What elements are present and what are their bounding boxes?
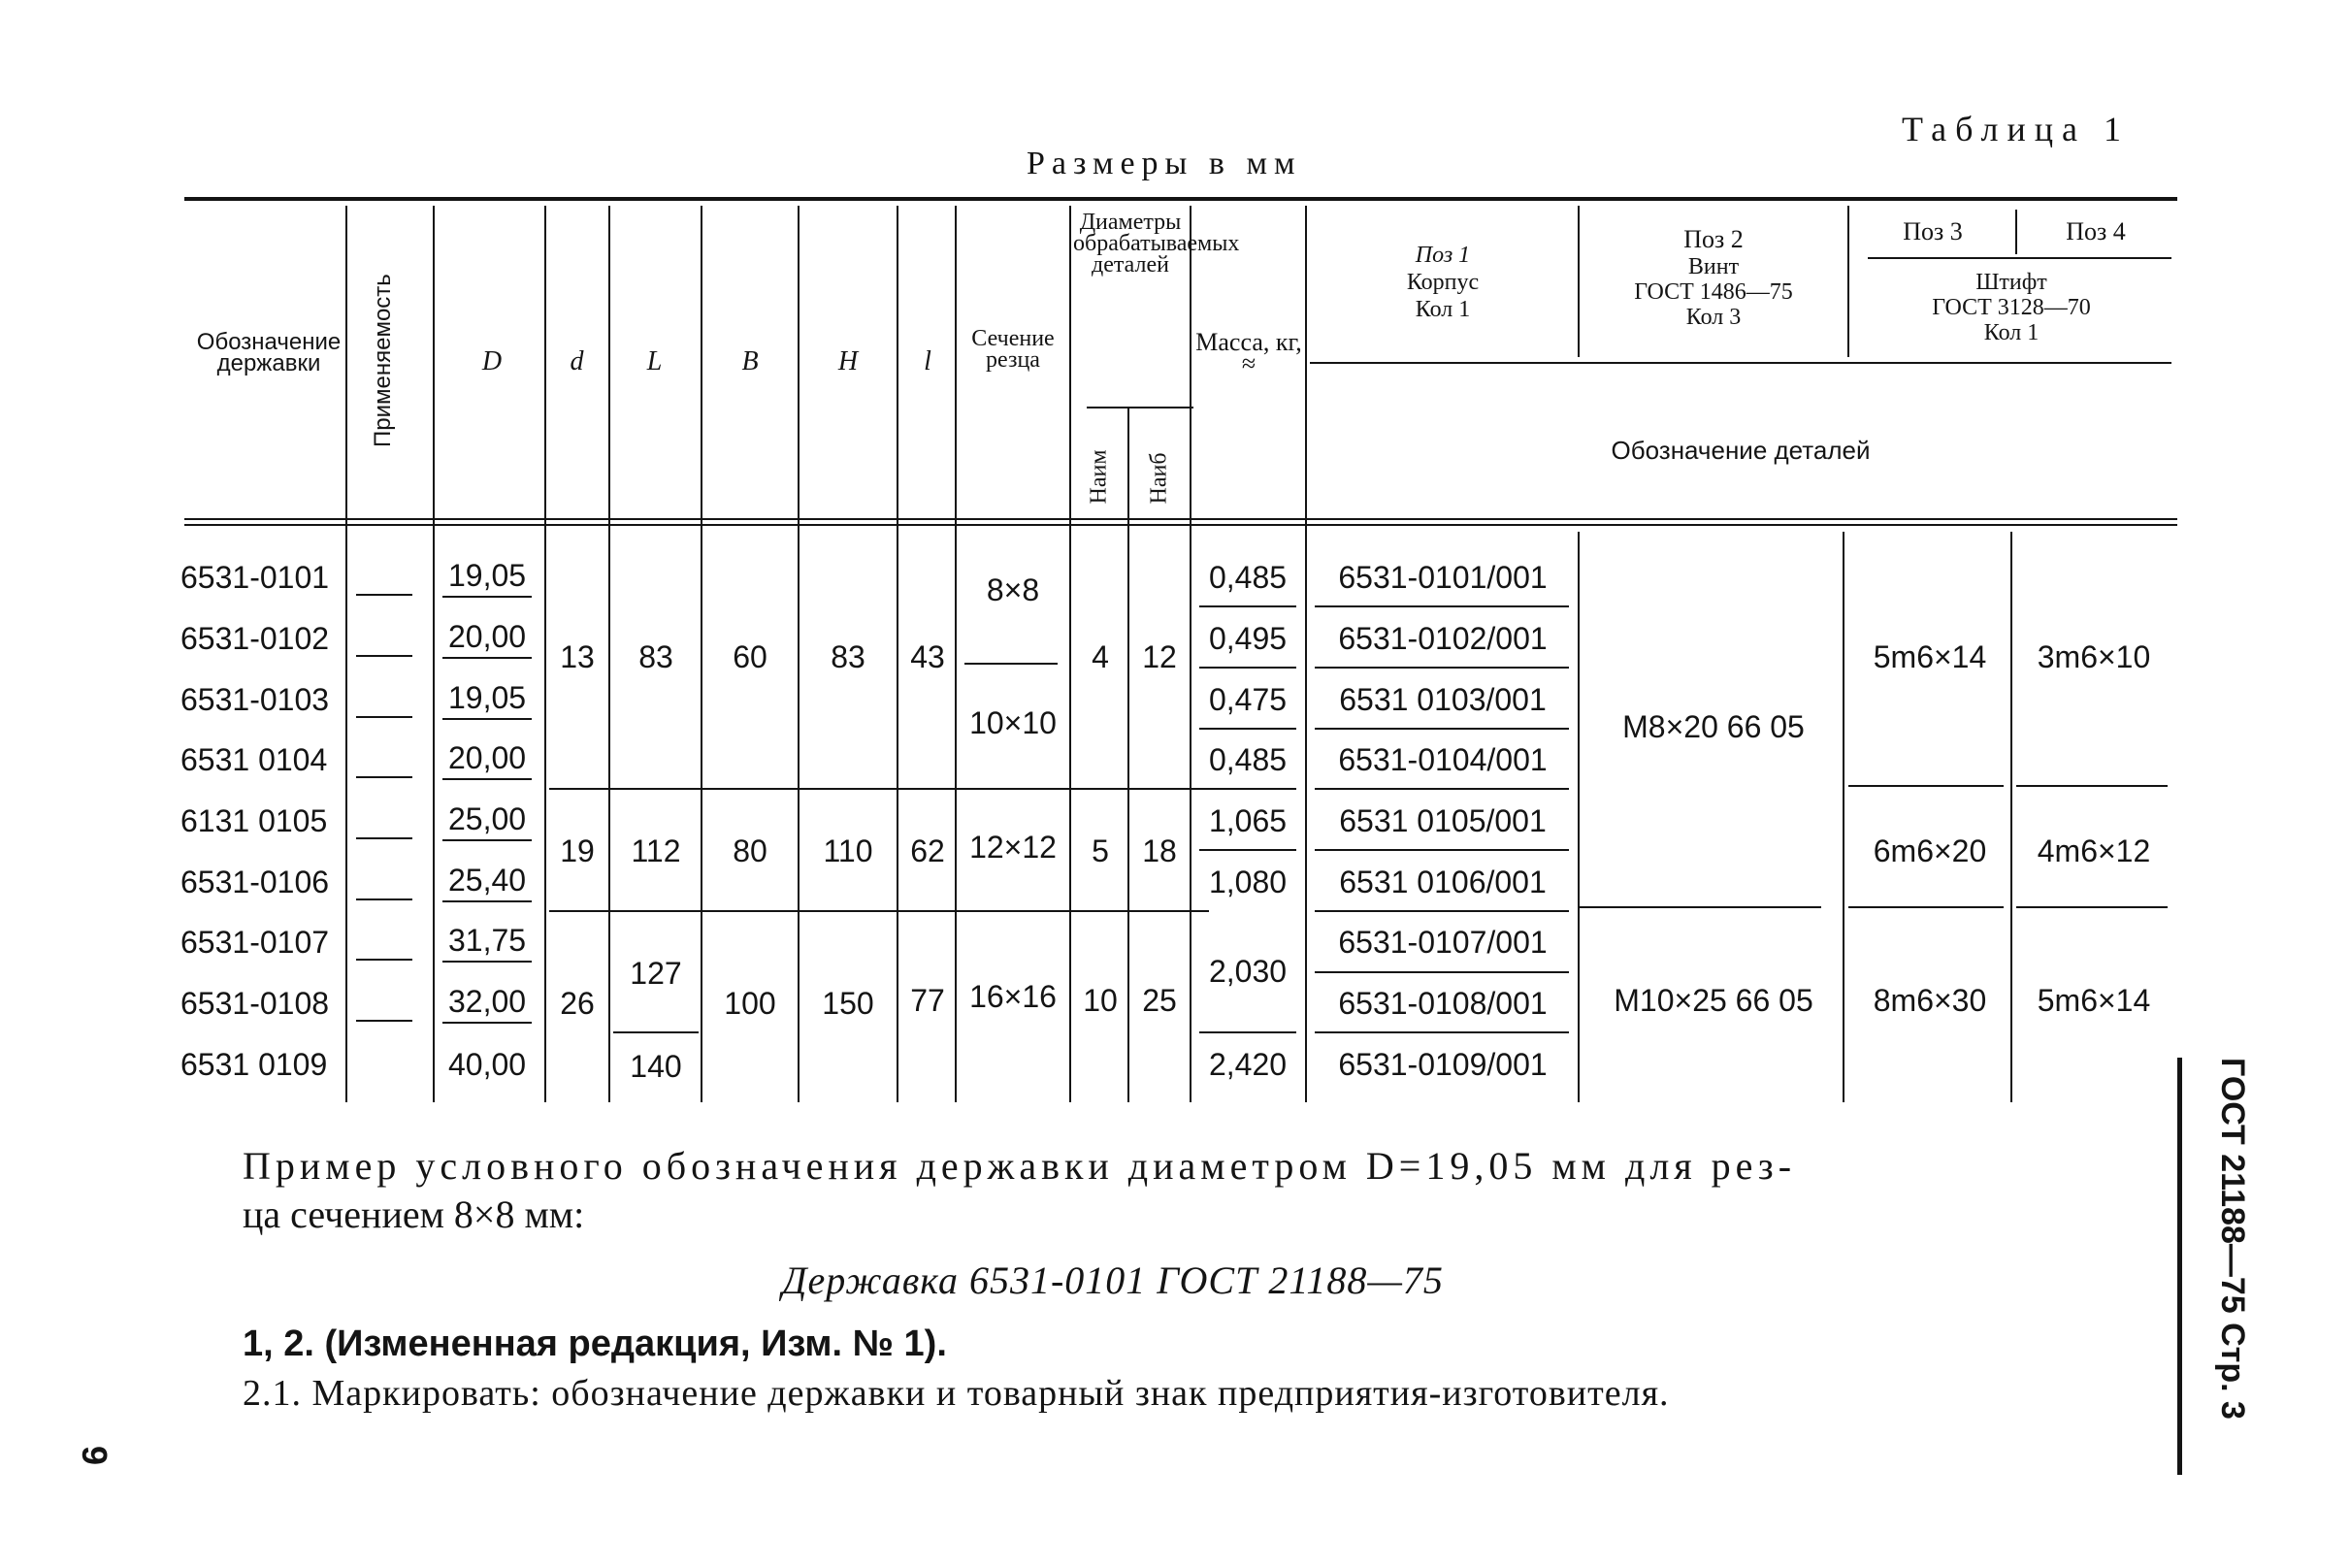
cell-L: 112	[631, 833, 681, 868]
group-separator	[1199, 605, 1296, 607]
cell-mass: 0,485	[1208, 560, 1288, 595]
example-line-1: Пример условного обозначения державки диаметром D=19,05 мм для рез-	[243, 1144, 1797, 1188]
header-designation: Обозначение державки	[196, 329, 342, 376]
header-pos34-std: ГОСТ 3128—70	[1932, 295, 2091, 320]
cell-H: 150	[822, 986, 874, 1021]
units-caption: Размеры в мм	[1027, 146, 1302, 181]
cell-H: 83	[831, 639, 865, 674]
group-separator	[1199, 667, 1296, 669]
header-pos1-name: Корпус	[1406, 270, 1480, 295]
group-separator	[1579, 906, 1821, 908]
side-header: ГОСТ 21188—75 Стр. 3	[2214, 1058, 2251, 1420]
group-separator	[1848, 785, 2004, 787]
cell-pos1: 6531-0108/001	[1338, 986, 1548, 1021]
header-pos2-name: Винт	[1687, 254, 1740, 279]
header-pos2-qty: Кол 3	[1685, 305, 1742, 330]
cell-d: 13	[560, 639, 595, 674]
cell-mass: 2,030	[1208, 954, 1288, 989]
header-parts-designation: Обозначение деталей	[1611, 436, 1871, 465]
applicability-dash	[356, 837, 412, 839]
group-separator	[964, 663, 1058, 665]
cell-mass: 1,065	[1208, 803, 1288, 838]
row-designation: 6531-0101	[180, 560, 330, 595]
table-caption: Таблица 1	[1902, 110, 2130, 148]
applicability-dash	[356, 716, 412, 718]
group-separator	[1315, 728, 1569, 730]
cell-mass: 1,080	[1208, 865, 1288, 899]
cell-pos4: 5m6×14	[2037, 983, 2151, 1018]
cell-D: 32,00	[442, 985, 532, 1024]
cell-H: 110	[823, 833, 873, 868]
example-line-2: ца сечением 8×8 мм:	[243, 1192, 585, 1236]
cell-pos3: 6m6×20	[1873, 833, 1987, 868]
applicability-dash	[356, 594, 412, 596]
header-pos3: Поз 3	[1903, 217, 1963, 245]
cell-pos4: 4m6×12	[2037, 833, 2151, 868]
cell-pos2: M8×20 66 05	[1622, 709, 1805, 744]
cell-mass: 0,475	[1208, 682, 1288, 717]
cell-mass: 0,495	[1208, 621, 1288, 656]
cell-min: 5	[1092, 833, 1109, 868]
cell-mass: 2,420	[1208, 1047, 1288, 1082]
cell-D: 25,40	[442, 864, 532, 902]
cell-D: 25,00	[442, 802, 532, 841]
applicability-dash	[356, 776, 412, 778]
group-separator	[1315, 849, 1569, 851]
group-separator	[549, 910, 1209, 912]
cell-section: 10×10	[969, 705, 1057, 740]
row-designation: 6531-0107	[180, 925, 330, 960]
example-designation: Державка 6531-0101 ГОСТ 21188—75	[782, 1258, 1444, 1302]
cell-section: 12×12	[969, 830, 1057, 865]
group-separator	[613, 1031, 699, 1033]
cell-l: 62	[910, 833, 945, 868]
applicability-dash	[356, 655, 412, 657]
group-separator	[2016, 906, 2168, 908]
header-pos2-std: ГОСТ 1486—75	[1634, 279, 1793, 305]
header-diameters: Диаметры обрабатываемых деталей	[1073, 210, 1240, 278]
header-applicability: Применяемость	[370, 274, 396, 447]
cell-B: 80	[733, 833, 767, 868]
cell-max: 18	[1142, 833, 1177, 868]
cell-L: 140	[630, 1049, 682, 1084]
side-rule	[2177, 1058, 2182, 1475]
row-designation: 6531 0109	[180, 1047, 328, 1082]
cell-l: 43	[910, 639, 945, 674]
group-separator	[1315, 788, 1569, 790]
group-separator	[1199, 1031, 1296, 1033]
header-B: B	[741, 346, 759, 376]
group-separator	[1315, 971, 1569, 973]
cell-mass: 0,485	[1208, 742, 1288, 777]
marking-clause: 2.1. Маркировать: обозначение державки и товарный знак предприятия-изготовителя.	[243, 1373, 1670, 1414]
cell-D: 19,05	[442, 681, 532, 720]
header-L: L	[646, 346, 663, 376]
applicability-dash	[356, 898, 412, 900]
header-pos2: Поз 2	[1683, 225, 1744, 253]
header-pos1: Поз 1	[1415, 243, 1471, 268]
cell-section: 8×8	[986, 572, 1040, 607]
header-pos4: Поз 4	[2066, 217, 2126, 245]
header-mass: Масса, кг, ≈	[1195, 328, 1302, 377]
cell-D: 19,05	[442, 559, 532, 598]
row-designation: 6131 0105	[180, 803, 328, 838]
cell-pos1: 6531-0104/001	[1338, 742, 1548, 777]
cell-section: 16×16	[969, 979, 1057, 1014]
cell-max: 12	[1142, 639, 1177, 674]
cell-D: 20,00	[442, 620, 532, 659]
row-designation: 6531-0102	[180, 621, 330, 656]
row-designation: 6531 0104	[180, 742, 328, 777]
cell-pos1: 6531-0107/001	[1338, 925, 1548, 960]
cell-pos1: 6531-0102/001	[1338, 621, 1548, 656]
group-separator	[1199, 728, 1296, 730]
cell-pos4: 3m6×10	[2037, 639, 2151, 674]
cell-pos1: 6531 0105/001	[1339, 803, 1547, 838]
header-min: Наим	[1086, 449, 1112, 505]
cell-L: 127	[630, 956, 682, 991]
applicability-dash	[356, 1020, 412, 1022]
applicability-dash	[356, 959, 412, 961]
group-separator	[1315, 667, 1569, 669]
cell-D: 40,00	[448, 1047, 527, 1082]
page-number: 9	[75, 1446, 114, 1466]
header-d: d	[570, 346, 584, 376]
group-separator	[1315, 605, 1569, 607]
group-separator	[1848, 906, 2004, 908]
group-separator	[2016, 785, 2168, 787]
cell-d: 19	[560, 833, 595, 868]
row-designation: 6531-0103	[180, 682, 330, 717]
row-designation: 6531-0106	[180, 865, 330, 899]
cell-pos3: 5m6×14	[1873, 639, 1987, 674]
cell-pos1: 6531-0101/001	[1338, 560, 1548, 595]
group-separator	[1315, 1031, 1569, 1033]
cell-pos1: 6531 0106/001	[1339, 865, 1547, 899]
cell-max: 25	[1142, 983, 1177, 1018]
header-pos34-qty: Кол 1	[1983, 320, 2040, 345]
row-designation: 6531-0108	[180, 986, 330, 1021]
cell-d: 26	[560, 986, 595, 1021]
group-separator	[549, 788, 1209, 790]
cell-min: 10	[1083, 983, 1118, 1018]
header-pos34-name: Штифт	[1975, 270, 2047, 295]
header-l: l	[924, 346, 931, 376]
header-max: Наиб	[1146, 452, 1172, 505]
cell-B: 60	[733, 639, 767, 674]
group-separator	[1199, 849, 1296, 851]
header-section: Сечение резца	[971, 326, 1055, 373]
cell-min: 4	[1092, 639, 1109, 674]
header-pos1-qty: Кол 1	[1415, 297, 1471, 322]
amendment-note: 1, 2. (Измененная редакция, Изм. № 1).	[243, 1323, 947, 1364]
cell-L: 83	[638, 639, 673, 674]
group-separator	[1199, 788, 1296, 790]
cell-D: 20,00	[442, 741, 532, 780]
group-separator	[1315, 910, 1569, 912]
cell-D: 31,75	[442, 924, 532, 963]
cell-pos1: 6531 0103/001	[1339, 682, 1547, 717]
cell-l: 77	[910, 983, 945, 1018]
header-H: H	[837, 346, 859, 376]
header-D: D	[481, 346, 503, 376]
side-header-container	[2183, 1058, 2251, 1485]
cell-pos3: 8m6×30	[1873, 983, 1987, 1018]
cell-pos1: 6531-0109/001	[1338, 1047, 1548, 1082]
cell-B: 100	[724, 986, 776, 1021]
cell-pos2: M10×25 66 05	[1614, 983, 1813, 1018]
